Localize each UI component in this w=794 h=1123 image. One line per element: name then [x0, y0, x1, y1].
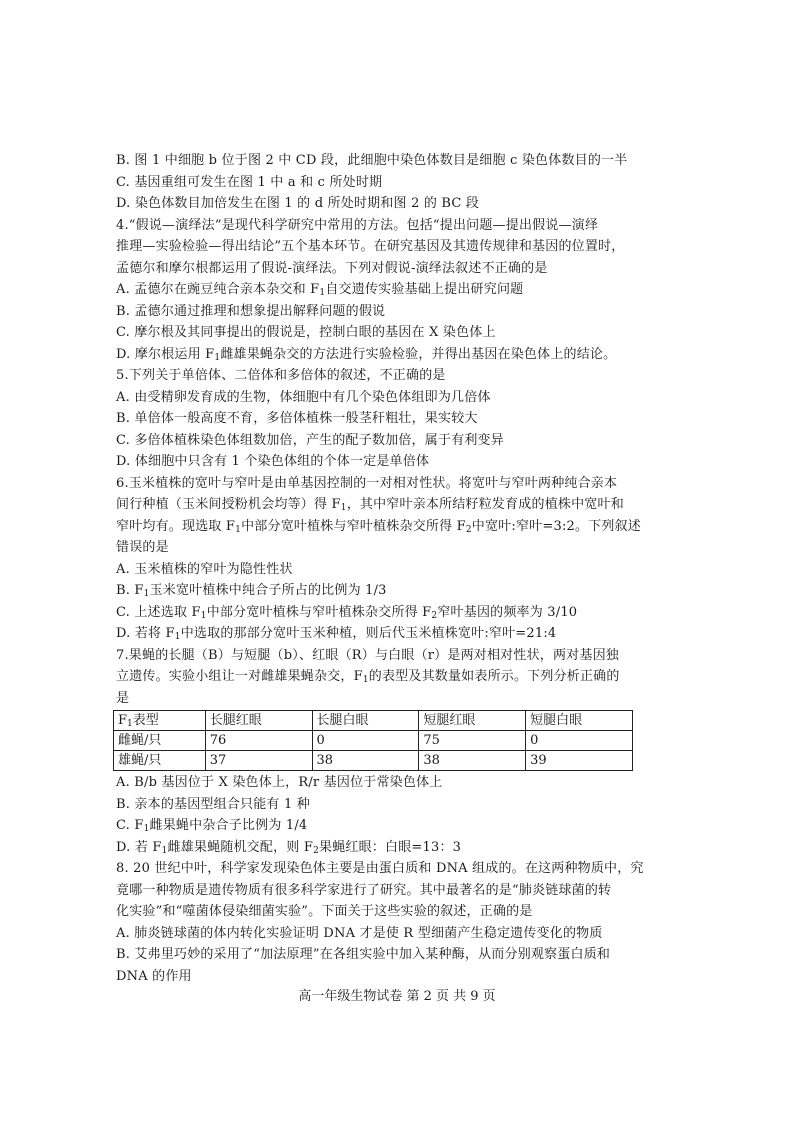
- q7-option-c: C. $F_1$雌果蝇中杂合子比例为 1/4: [116, 818, 308, 834]
- table-cell: 0: [526, 731, 633, 751]
- q6-stem-1: 6.玉米植株的宽叶与窄叶是由单基因控制的一对相对性状。将宽叶与窄叶两种纯合亲本: [116, 475, 618, 491]
- table-cell: 37: [205, 751, 312, 771]
- table-cell: 39: [526, 751, 633, 771]
- table-row-label: 雌蝇/只: [114, 731, 206, 751]
- q6-option-c: C. 上述选取 $F_1$中部分宽叶植株与窄叶植株杂交所得 $F_2$窄叶基因的频率为 3/10: [116, 604, 578, 621]
- q7-option-b: B. 亲本的基因型组合只能有 1 种: [116, 796, 310, 812]
- table-row: [114, 751, 633, 771]
- q6-option-b: B. $F_1$玉米宽叶植株中纯合子所占的比例为 1/3: [116, 583, 387, 599]
- table-cell: 76: [205, 731, 312, 751]
- q5-option-b: B. 单倍体一般高度不育，多倍体植株一般茎秆粗壮，果实较大: [116, 411, 478, 426]
- q7-stem-2: 立遗传。实验小组让一对雌雄果蝇杂交，$F_1$的表型及其数量如表所示。下列分析正确的: [116, 669, 620, 685]
- table-cell: 0: [312, 731, 419, 751]
- q8-stem-2: 竟哪一种物质是遗传物质有很多科学家进行了研究。其中最著名的是“肺炎链球菌的转: [116, 882, 612, 898]
- table-header-cell: 短腿红眼: [419, 711, 526, 731]
- q4-stem-3: 孟德尔和摩尔根都运用了假说-演绎法。下列对假说-演绎法叙述不正确的是: [116, 260, 548, 276]
- q6-option-a: A. 玉米植株的窄叶为隐性性状: [116, 561, 293, 577]
- q5-option-c: C. 多倍体植株染色体组数加倍，产生的配子数加倍，属于有利变异: [116, 432, 504, 448]
- q7-stem-1: 7.果蝇的长腿（B）与短腿（b）、红眼（R）与白眼（r）是两对相对性状，两对基因独: [116, 647, 619, 663]
- q6-option-d: D. 若将 $F_1$中选取的那部分宽叶玉米种植，则后代玉米植株宽叶:窄叶=21:4: [116, 626, 557, 642]
- q8-option-a: A. 肺炎链球菌的体内转化实验证明 DNA 才是使 R 型细菌产生稳定遗传变化的物质: [116, 925, 603, 941]
- q4-stem-1: 4.“假说—演绎法”是现代科学研究中常用的方法。包括“提出问题—提出假说—演绎: [116, 217, 599, 233]
- table-header-cell: $F_1$表型: [114, 711, 206, 731]
- table-header-cell: 短腿白眼: [526, 711, 633, 731]
- q4-stem-2: 推理—实验检验—得出结论”五个基本环节。在研究基因及其遗传规律和基因的位置时，: [116, 239, 625, 254]
- table-header-cell: 长腿白眼: [312, 711, 419, 731]
- f1-phenotype-table: [113, 710, 633, 771]
- exam-page: [116, 150, 688, 987]
- q4-option-b: B. 孟德尔通过推理和想象提出解释问题的假说: [116, 303, 386, 319]
- q3-option-d: D. 染色体数目加倍发生在图 1 的 d 所处时期和图 2 的 BC 段: [116, 196, 480, 211]
- q5-option-d: D. 体细胞中只含有 1 个染色体组的个体一定是单倍体: [116, 454, 430, 469]
- table-cell: 38: [312, 751, 419, 771]
- q3-option-b: B. 图 1 中细胞 b 位于图 2 中 CD 段，此细胞中染色体数目是细胞 c 染色体数目的一半: [116, 153, 628, 168]
- table-row: [114, 731, 633, 751]
- q7-option-a: A. B/b 基因位于 X 染色体上，R/r 基因位于常染色体上: [116, 775, 443, 790]
- q3-option-c: C. 基因重组可发生在图 1 中 a 和 c 所处时期: [116, 174, 383, 190]
- table-row-label: 雄蝇/只: [114, 751, 206, 771]
- q7-stem-3: 是: [116, 690, 130, 706]
- table-cell: 38: [419, 751, 526, 771]
- table-header-cell: 长腿红眼: [205, 711, 312, 731]
- q8-option-b-1: B. 艾弗里巧妙的采用了“加法原理”在各组实验中加入某种酶，从而分别观察蛋白质和: [116, 947, 611, 962]
- q4-option-a: A. 孟德尔在豌豆纯合亲本杂交和 $F_1$自交遗传实验基础上提出研究问题: [116, 282, 524, 298]
- q6-stem-3: 窄叶均有。现选取 $F_1$中部分宽叶植株与窄叶植株杂交所得 $F_2$中宽叶:窄叶=3:2。下列叙述: [116, 518, 641, 535]
- q5-stem: 5.下列关于单倍体、二倍体和多倍体的叙述，不正确的是: [116, 368, 446, 383]
- table-cell: 75: [419, 731, 526, 751]
- q4-option-d: D. 摩尔根运用 $F_1$雌雄果蝇杂交的方法进行实验检验，并得出基因在染色体上的结论。: [116, 346, 617, 363]
- q6-stem-4: 错误的是: [116, 540, 169, 555]
- q8-stem-1: 8. 20 世纪中叶，科学家发现染色体主要是由蛋白质和 DNA 组成的。在这两种物质中，究: [116, 861, 644, 876]
- q8-stem-3: 化实验”和“噬菌体侵染细菌实验”。下面关于这些实验的叙述，正确的是: [116, 904, 533, 919]
- page-footer: 高一年级生物试卷 第 2 页 共 9 页: [298, 989, 496, 1004]
- q7-option-d: D. 若 $F_1$雌雄果蝇随机交配，则 $F_2$果蝇红眼：白眼=13：3: [116, 839, 462, 856]
- q5-option-a: A. 由受精卵发育成的生物，体细胞中有几个染色体组即为几倍体: [116, 389, 491, 405]
- q8-option-b-2: DNA 的作用: [116, 968, 192, 984]
- q6-stem-2: 间行种植（玉米间授粉机会均等）得 $F_1$，其中窄叶亲本所结籽粒发育成的植株中宽叶和: [116, 497, 624, 513]
- q4-option-c: C. 摩尔根及其同事提出的假说是，控制白眼的基因在 X 染色体上: [116, 325, 496, 340]
- table-header-row: [114, 711, 633, 731]
